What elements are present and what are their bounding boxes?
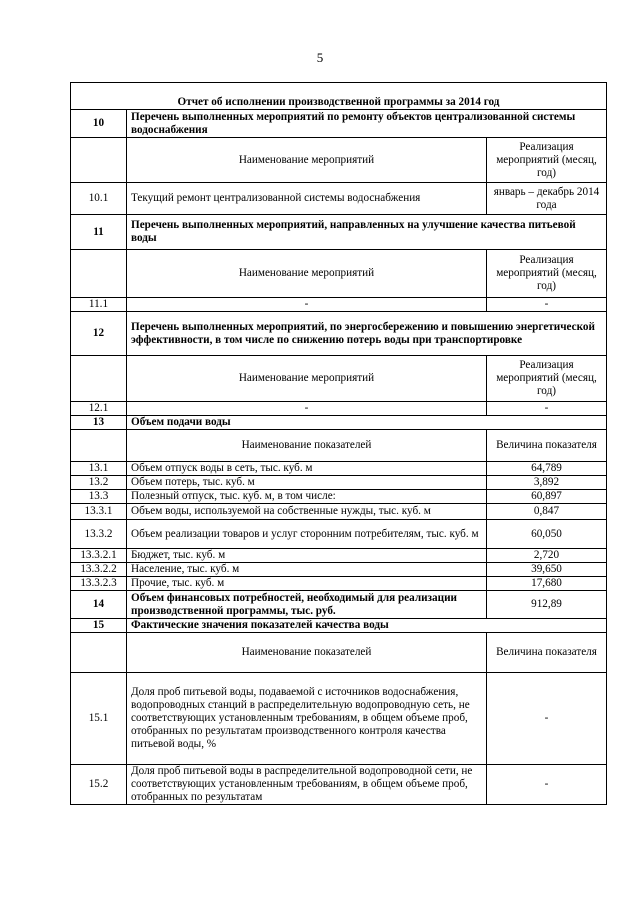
section-heading-row: [71, 591, 607, 619]
row-name: Население, тыс. куб. м: [127, 563, 487, 577]
column-header-name: Наименование показателей: [127, 430, 487, 462]
section-heading: Перечень выполненных мероприятий, по энергосбережению и повышению энергетической эффективности, в том числе по снижению потерь воды при транспортировке: [127, 312, 607, 356]
row-value: -: [487, 402, 607, 416]
row-value: 64,789: [487, 462, 607, 476]
row-number: 12.1: [71, 402, 127, 416]
row-value: 60,050: [487, 520, 607, 549]
row-number: 13.3.2.1: [71, 549, 127, 563]
row-value: 912,89: [487, 591, 607, 619]
column-header-row: [71, 430, 607, 462]
row-name: Объем потерь, тыс. куб. м: [127, 476, 487, 490]
row-number: 11.1: [71, 298, 127, 312]
column-header-row: [71, 633, 607, 673]
section-number: 11: [71, 215, 127, 250]
section-heading: Перечень выполненных мероприятий, направленных на улучшение качества питьевой воды: [127, 215, 607, 250]
row-name: Доля проб питьевой воды в распределительной водопроводной сети, не соответствующих установленным требованиям, в общем объеме проб, отобранных по результатам: [127, 765, 487, 805]
row-name: Объем реализации товаров и услуг сторонним потребителям, тыс. куб. м: [127, 520, 487, 549]
column-header-row: [71, 138, 607, 183]
row-name: Объем отпуск воды в сеть, тыс. куб. м: [127, 462, 487, 476]
row-name: Текущий ремонт централизованной системы водоснабжения: [127, 183, 487, 215]
row-name: Прочие, тыс. куб. м: [127, 577, 487, 591]
row-number: 13.1: [71, 462, 127, 476]
row-name: -: [127, 298, 487, 312]
table-row: [71, 298, 607, 312]
table-row: [71, 549, 607, 563]
row-value: 0,847: [487, 504, 607, 520]
page-number: 5: [316, 50, 324, 65]
column-header-name: Наименование мероприятий: [127, 138, 487, 183]
row-name: Доля проб питьевой воды, подаваемой с источников водоснабжения, водопроводных станций в распределительную водопроводную сеть, не соответствующих установленным требованиям, в общем объеме проб, отобранных по результатам производственного контроля качества питьевой воды, %: [127, 673, 487, 765]
row-number: 10.1: [71, 183, 127, 215]
row-name: Объем воды, используемой на собственные нужды, тыс. куб. м: [127, 504, 487, 520]
row-number: 13.3.1: [71, 504, 127, 520]
section-heading: Объем финансовых потребностей, необходимый для реализации производственной программы, тыс. руб.: [127, 591, 487, 619]
table-row: [71, 476, 607, 490]
table-row: [71, 490, 607, 504]
table-row: [71, 402, 607, 416]
column-header-name: Наименование мероприятий: [127, 250, 487, 298]
column-header-value: Реализация мероприятий (месяц, год): [487, 138, 607, 183]
row-number: 13.2: [71, 476, 127, 490]
column-header-value: Реализация мероприятий (месяц, год): [487, 356, 607, 402]
table-row: [71, 563, 607, 577]
report-title: Отчет об исполнении производственной программы за 2014 год: [71, 83, 607, 110]
section-heading-row: [71, 416, 607, 430]
row-name: Полезный отпуск, тыс. куб. м, в том числе:: [127, 490, 487, 504]
section-heading-row: [71, 110, 607, 138]
section-heading-row: [71, 619, 607, 633]
row-value: 2,720: [487, 549, 607, 563]
section-heading-row: [71, 312, 607, 356]
row-number: 15.2: [71, 765, 127, 805]
row-number: 13.3.2.3: [71, 577, 127, 591]
column-header-name: Наименование показателей: [127, 633, 487, 673]
row-name: Бюджет, тыс. куб. м: [127, 549, 487, 563]
row-number: 13.3.2: [71, 520, 127, 549]
table-row: [71, 183, 607, 215]
row-value: 60,897: [487, 490, 607, 504]
title-row: [71, 83, 607, 110]
section-number: 12: [71, 312, 127, 356]
row-value: 39,650: [487, 563, 607, 577]
column-header-name: Наименование мероприятий: [127, 356, 487, 402]
table-row: [71, 577, 607, 591]
column-header-row: [71, 356, 607, 402]
column-header-value: Реализация мероприятий (месяц, год): [487, 250, 607, 298]
row-value: -: [487, 298, 607, 312]
column-header-value: Величина показателя: [487, 633, 607, 673]
row-value: 3,892: [487, 476, 607, 490]
row-name: -: [127, 402, 487, 416]
table-row: [71, 462, 607, 476]
table-row: [71, 520, 607, 549]
section-number: 15: [71, 619, 127, 633]
row-number: 13.3.2.2: [71, 563, 127, 577]
row-value: январь – декабрь 2014 года: [487, 183, 607, 215]
row-value: 17,680: [487, 577, 607, 591]
table-row: [71, 765, 607, 805]
table-row: [71, 504, 607, 520]
column-header-value: Величина показателя: [487, 430, 607, 462]
report-table: [70, 82, 607, 805]
section-heading: Перечень выполненных мероприятий по ремонту объектов централизованной системы водоснабжения: [127, 110, 607, 138]
section-number: 10: [71, 110, 127, 138]
row-number: 15.1: [71, 673, 127, 765]
section-heading: Фактические значения показателей качества воды: [127, 619, 607, 633]
section-heading-row: [71, 215, 607, 250]
section-number: 13: [71, 416, 127, 430]
row-value: -: [487, 673, 607, 765]
section-heading: Объем подачи воды: [127, 416, 607, 430]
row-value: -: [487, 765, 607, 805]
section-number: 14: [71, 591, 127, 619]
column-header-row: [71, 250, 607, 298]
table-row: [71, 673, 607, 765]
row-number: 13.3: [71, 490, 127, 504]
